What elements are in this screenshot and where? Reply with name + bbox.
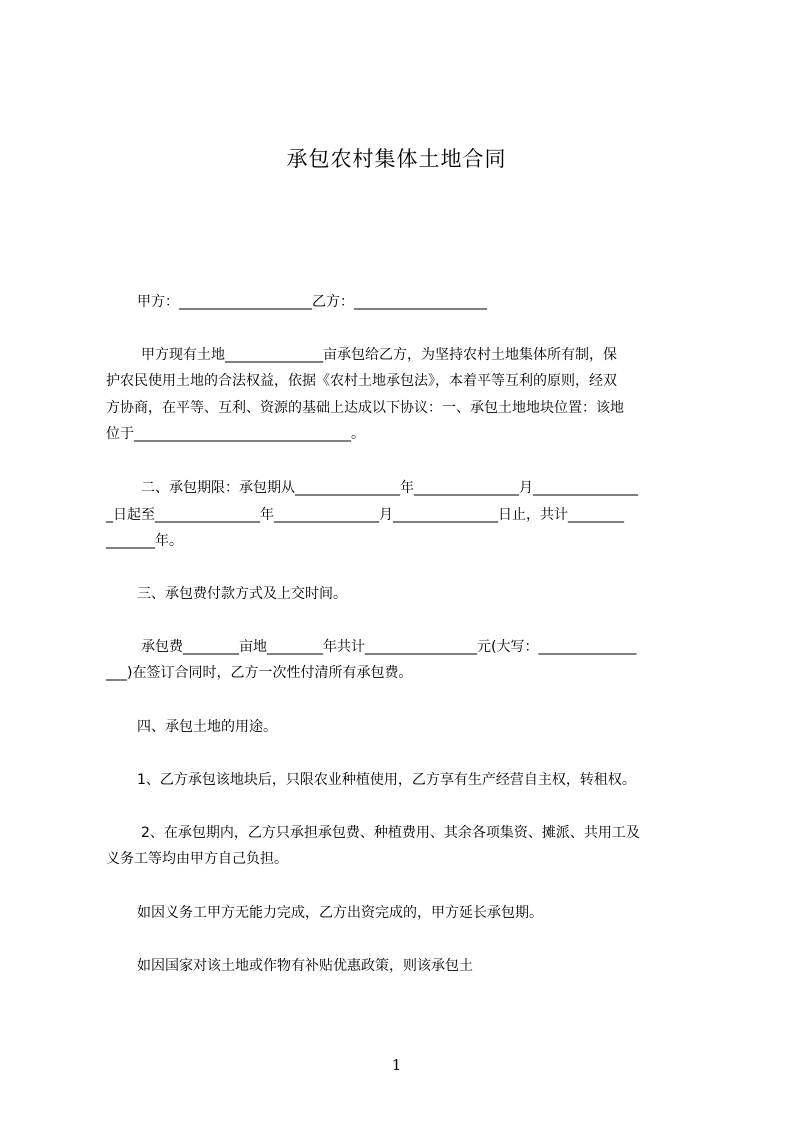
section3-line2: ___)在签订合同时，乙方一次性付清所有承包费。 [106, 665, 413, 681]
document-title: 承包农村集体土地合同 [286, 147, 507, 171]
section4-item1: 1、乙方承包该地块后，只限农业种植使用，乙方享有生产经营自主权，转租权。 [137, 772, 636, 788]
paragraph1-line4: 位于_______________________________。 [106, 426, 365, 442]
page-number: 1 [391, 1056, 402, 1074]
section2-line3: _______年。 [106, 533, 183, 549]
section2-line2: _日起至_______________年_______________月_______________日止，共计________ [106, 507, 624, 523]
section3-line1: 承包费________亩地________年共计________________元(大写：______________ [141, 639, 637, 655]
section4-clause2: 如因国家对该土地或作物有补贴优惠政策，则该承包土 [137, 958, 473, 974]
section2-line1: 二、承包期限：承包期从_______________年_______________月_______________ [141, 480, 638, 496]
section4-heading: 四、承包土地的用途。 [137, 719, 277, 735]
section4-clause1: 如因义务工甲方无能力完成，乙方出资完成的，甲方延长承包期。 [137, 905, 543, 921]
section4-item2-line1: 2、在承包期内，乙方只承担承包费、种植费用、其余各项集资、摊派、共用工及 [141, 825, 640, 841]
section4-item2-line2: 义务工等均由甲方自己负担。 [106, 851, 288, 867]
parties-line: 甲方：___________________乙方：___________________ [137, 294, 487, 310]
section3-heading: 三、承包费付款方式及上交时间。 [137, 586, 347, 602]
paragraph1-line1: 甲方现有土地______________亩承包给乙方，为坚持农村土地集体所有制，保 [141, 347, 617, 363]
paragraph1-line2: 护农民使用土地的合法权益，依据《农村土地承包法》，本着平等互利的原则，经双 [106, 373, 617, 389]
paragraph1-line3: 方协商，在平等、互利、资源的基础上达成以下协议：一、承包土地地块位置：该地 [106, 400, 624, 416]
